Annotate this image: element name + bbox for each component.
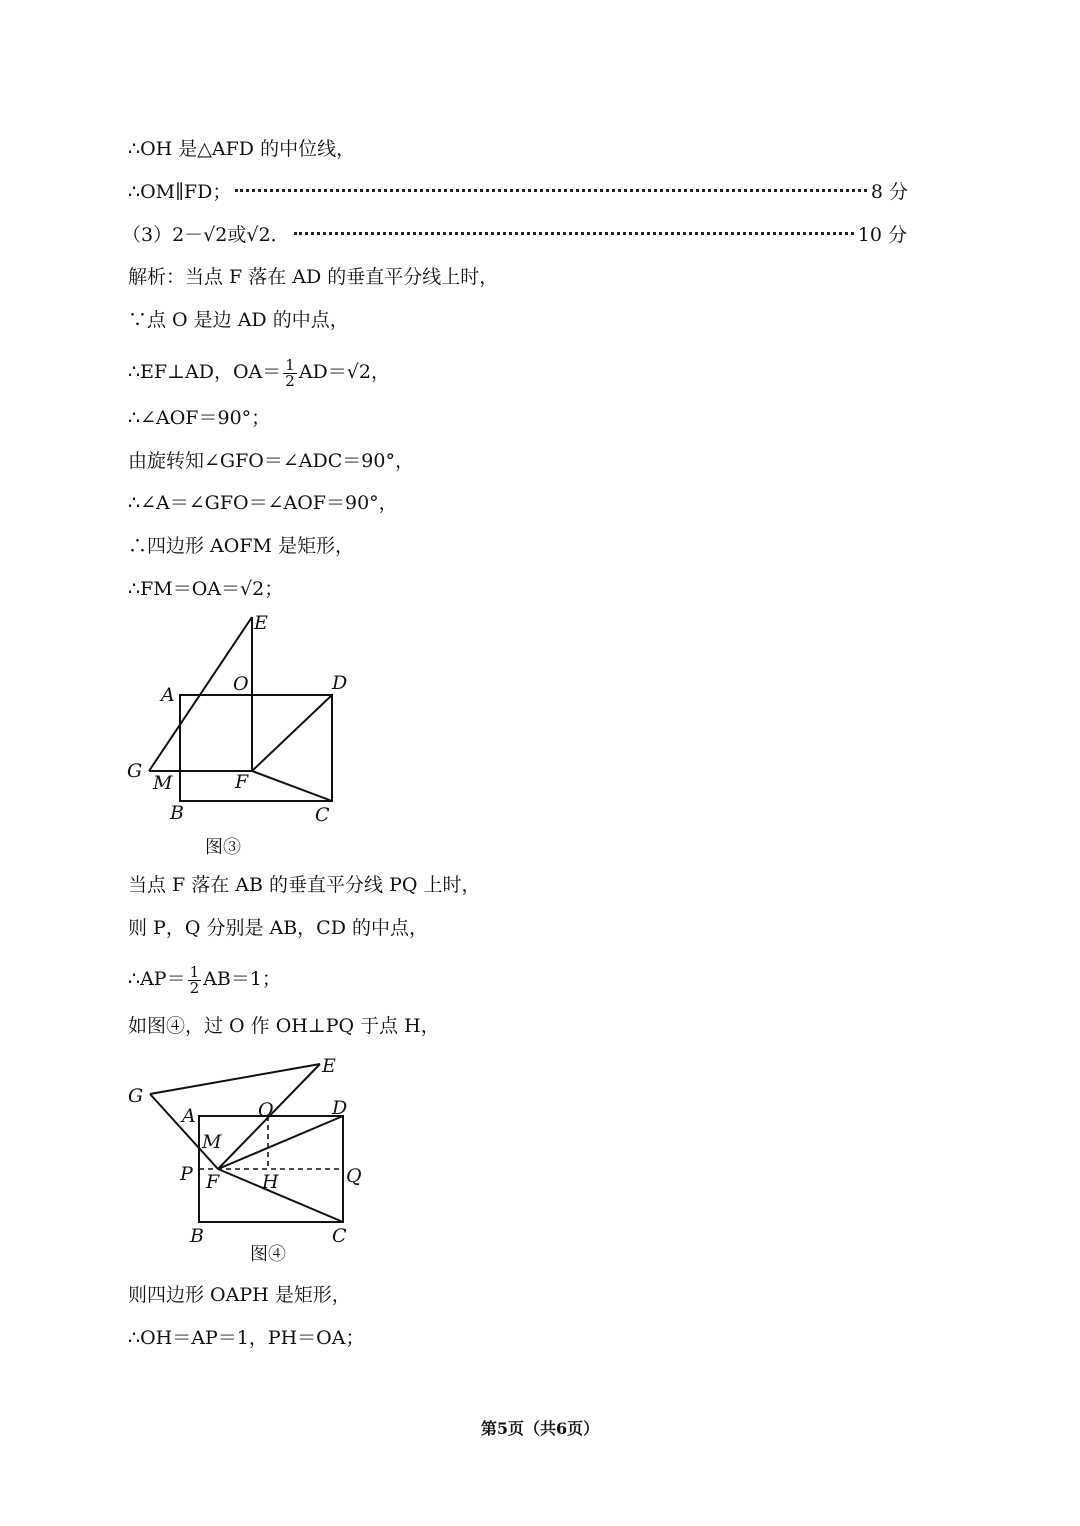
line-text: ∴FM＝OA＝√2； bbox=[128, 578, 284, 600]
score-label: 10 分 bbox=[857, 224, 907, 246]
text-line-14 bbox=[128, 962, 281, 996]
text-line-13 bbox=[128, 915, 428, 941]
figure-4-diagram bbox=[120, 1050, 380, 1270]
line-text: ∴OM∥FD； bbox=[128, 181, 232, 203]
line-text: 解析：当点 F 落在 AD 的垂直平分线上时， bbox=[128, 266, 499, 288]
line-text: 则四边形 OAPH 是矩形， bbox=[128, 1284, 351, 1306]
label-a: A bbox=[161, 684, 175, 706]
label-c: C bbox=[315, 804, 330, 826]
line-text: 由旋转知∠GFO＝∠ADC＝90°， bbox=[128, 450, 414, 472]
line-text: ∵点 O 是边 AD 的中点， bbox=[128, 309, 349, 331]
text-line-3 bbox=[122, 222, 907, 248]
line-text: （3）2－√2或√2． bbox=[122, 224, 290, 246]
label-p: P bbox=[180, 1163, 193, 1185]
label-q: Q bbox=[346, 1165, 362, 1187]
score-label: 8 分 bbox=[870, 181, 908, 203]
text-line-8 bbox=[128, 448, 414, 474]
text-line-11 bbox=[128, 576, 283, 602]
figure-3-diagram bbox=[115, 605, 375, 865]
text-line-1 bbox=[128, 136, 355, 162]
segment-fc bbox=[252, 771, 332, 801]
line-text: AB＝1； bbox=[203, 968, 281, 990]
page-footer: 第5页（共6页） bbox=[480, 1419, 600, 1438]
line-text: 则 P，Q 分别是 AB，CD 的中点， bbox=[128, 917, 428, 939]
label-o: O bbox=[258, 1099, 274, 1121]
segment-fd bbox=[252, 695, 332, 771]
text-line-2 bbox=[128, 179, 908, 205]
label-b: B bbox=[170, 802, 184, 824]
line-text: ∴∠A＝∠GFO＝∠AOF＝90°， bbox=[128, 492, 398, 514]
label-f: F bbox=[206, 1171, 220, 1193]
text-line-16 bbox=[128, 1282, 351, 1308]
text-line-9 bbox=[128, 490, 398, 516]
line-text: ∴EF⊥AD，OA＝ bbox=[128, 361, 282, 383]
label-e: E bbox=[322, 1055, 336, 1077]
text-line-12 bbox=[128, 872, 480, 898]
label-h: H bbox=[262, 1171, 279, 1193]
label-a: A bbox=[182, 1105, 196, 1127]
figure-3-caption: 图③ bbox=[205, 837, 241, 858]
segment-fc bbox=[218, 1169, 343, 1222]
line-text: ∴OH＝AP＝1，PH＝OA； bbox=[128, 1327, 365, 1349]
label-o: O bbox=[233, 673, 249, 695]
text-line-6 bbox=[128, 355, 390, 389]
text-line-17 bbox=[128, 1325, 364, 1351]
label-f: F bbox=[235, 771, 249, 793]
label-c: C bbox=[332, 1225, 347, 1247]
segment-fd bbox=[218, 1116, 343, 1169]
text-line-5 bbox=[128, 307, 349, 333]
label-g: G bbox=[128, 1085, 144, 1107]
fraction-half: $\frac{1}{2}$ bbox=[189, 962, 200, 997]
line-text: ∴∠AOF＝90°； bbox=[128, 407, 271, 429]
text-line-10 bbox=[128, 533, 354, 559]
line-text: ∴OH 是△AFD 的中位线， bbox=[128, 138, 356, 160]
line-text: ∴四边形 AOFM 是矩形， bbox=[128, 535, 355, 557]
figure-4-caption: 图④ bbox=[250, 1244, 286, 1265]
fraction-half: $\frac{1}{2}$ bbox=[285, 355, 295, 390]
text-line-4 bbox=[128, 264, 498, 290]
leader-dots bbox=[235, 189, 867, 192]
label-d: D bbox=[332, 1097, 348, 1119]
rectangle-abcd bbox=[180, 695, 332, 801]
line-text: 如图④，过 O 作 OH⊥PQ 于点 H， bbox=[128, 1015, 440, 1037]
label-e: E bbox=[254, 612, 268, 634]
label-d: D bbox=[332, 672, 348, 694]
text-line-15 bbox=[128, 1013, 440, 1039]
line-text: 当点 F 落在 AB 的垂直平分线 PQ 上时， bbox=[128, 874, 481, 896]
line-text: AD＝√2， bbox=[298, 361, 390, 383]
leader-dots bbox=[294, 232, 854, 235]
label-b: B bbox=[190, 1225, 204, 1247]
label-g: G bbox=[127, 760, 143, 782]
text-line-7 bbox=[128, 405, 270, 431]
label-m: M bbox=[202, 1131, 222, 1153]
label-m: M bbox=[153, 772, 173, 794]
line-text: ∴AP＝ bbox=[128, 968, 186, 990]
